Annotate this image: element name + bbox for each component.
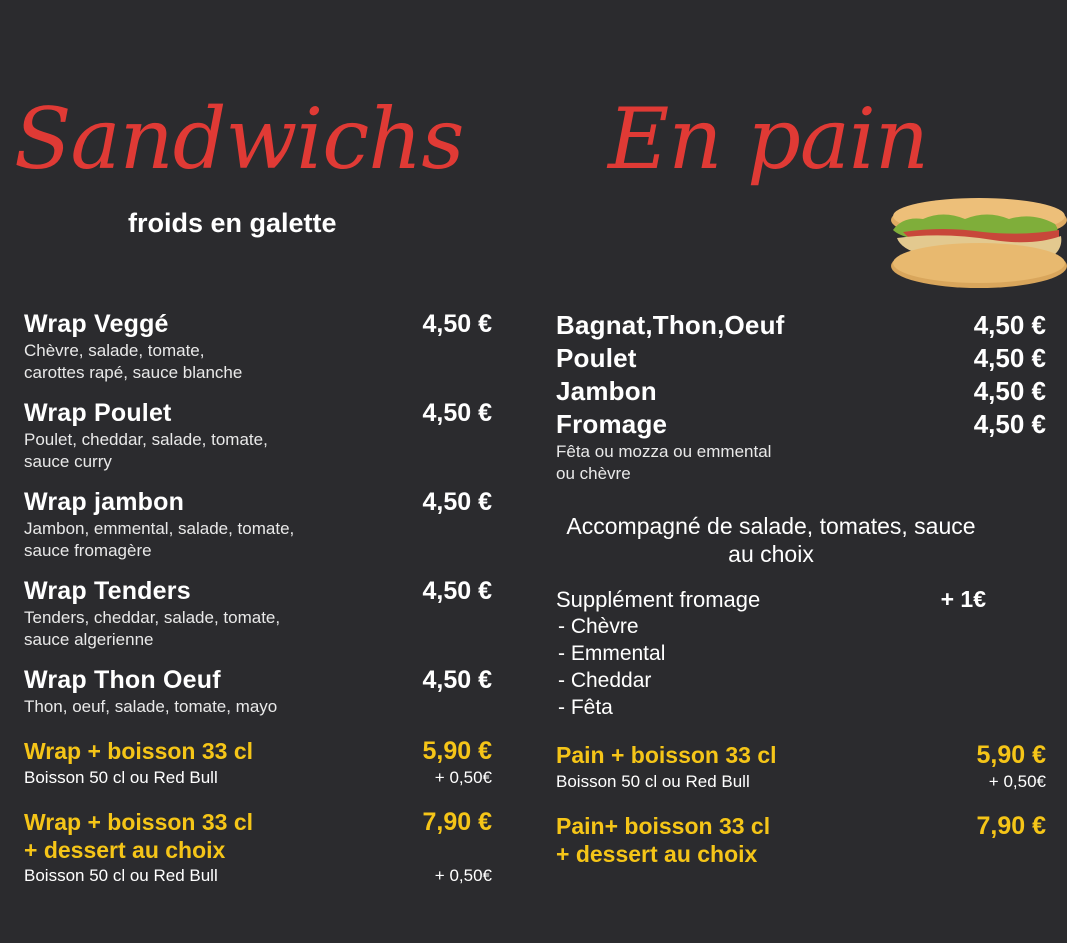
- combo-offer: [24, 737, 492, 788]
- item-price: 4,50 €: [422, 577, 492, 605]
- page-title-sandwichs: Sandwichs: [14, 90, 464, 188]
- item-price: 4,50 €: [973, 343, 1046, 373]
- fromage-description-line1: Fêta ou mozza ou emmental: [556, 442, 772, 461]
- combo-subtext: Boisson 50 cl ou Red Bull: [24, 768, 218, 787]
- sandwich-photo: [883, 186, 1067, 296]
- item-name: Wrap Thon Oeuf: [24, 666, 221, 694]
- combo-extra-price: + 0,50€: [434, 768, 492, 787]
- combo-subtext: Boisson 50 cl ou Red Bull: [24, 866, 218, 885]
- menu-item: [24, 577, 492, 650]
- item-price: 4,50 €: [422, 310, 492, 338]
- combo-offer: [24, 808, 492, 886]
- item-price: 4,50 €: [973, 409, 1046, 439]
- supplement-fromage-row: [556, 586, 986, 613]
- combo-price: 5,90 €: [976, 741, 1046, 769]
- supplement-label: Supplément fromage: [556, 587, 761, 612]
- combo-price: 5,90 €: [422, 737, 492, 765]
- en-pain-item-list: [556, 310, 1046, 868]
- combo-offer: [556, 741, 1046, 792]
- supplement-option: - Chèvre: [558, 615, 639, 638]
- item-description-line2: sauce fromagère: [24, 541, 152, 560]
- item-price: 4,50 €: [973, 376, 1046, 406]
- item-price: 4,50 €: [422, 488, 492, 516]
- combo-label-line1: Pain+ boisson 33 cl: [556, 813, 771, 839]
- item-price: 4,50 €: [973, 310, 1046, 340]
- fromage-description-line2: ou chèvre: [556, 464, 631, 483]
- item-description-line1: Thon, oeuf, salade, tomate, mayo: [24, 697, 278, 716]
- combo-offer: [556, 812, 1046, 868]
- item-name: Wrap jambon: [24, 488, 185, 516]
- menu-item: [556, 376, 1046, 407]
- combo-label-line1: Pain + boisson 33 cl: [556, 742, 777, 768]
- item-description-line1: Poulet, cheddar, salade, tomate,: [24, 430, 268, 449]
- combo-label-line1: Wrap + boisson 33 cl: [24, 809, 254, 835]
- item-price: 4,50 €: [422, 399, 492, 427]
- item-name: Wrap Veggé: [24, 310, 169, 338]
- item-price: 4,50 €: [422, 666, 492, 694]
- sandwichs-column: [0, 0, 520, 943]
- item-name: Jambon: [556, 376, 657, 406]
- item-description-line1: Jambon, emmental, salade, tomate,: [24, 519, 295, 538]
- menu-item: [24, 488, 492, 561]
- page-title-en-pain: En pain: [608, 90, 928, 188]
- combo-extra-price: + 0,50€: [434, 866, 492, 885]
- item-name: Poulet: [556, 343, 637, 373]
- item-description-line1: Chèvre, salade, tomate,: [24, 341, 205, 360]
- menu-item: [556, 343, 1046, 374]
- subtitle-froids-en-galette: froids en galette: [128, 208, 337, 238]
- menu-item: [24, 310, 492, 383]
- combo-label-line2: + dessert au choix: [556, 841, 758, 867]
- supplement-option: - Cheddar: [558, 669, 652, 692]
- menu-item: [556, 310, 1046, 341]
- item-description-line2: sauce algerienne: [24, 630, 154, 649]
- supplement-price: + 1€: [940, 586, 986, 612]
- item-name: Wrap Tenders: [24, 577, 191, 605]
- combo-subtext: Boisson 50 cl ou Red Bull: [556, 772, 750, 791]
- supplement-option: - Emmental: [558, 642, 666, 665]
- item-description-line2: carottes rapé, sauce blanche: [24, 363, 243, 382]
- en-pain-column: [530, 0, 1067, 943]
- item-description-line2: sauce curry: [24, 452, 112, 471]
- combo-price: 7,90 €: [422, 808, 492, 836]
- accompagnement-note: Accompagné de salade, tomates, sauce au choix: [566, 513, 976, 567]
- item-name: Fromage: [556, 409, 668, 439]
- combo-extra-price: + 0,50€: [988, 772, 1046, 791]
- supplement-option: - Fêta: [558, 696, 613, 719]
- menu-item: [556, 409, 1046, 440]
- supplement-options: [556, 613, 1046, 721]
- menu-item: [24, 399, 492, 472]
- menu-item: [24, 666, 492, 717]
- item-name: Bagnat,Thon,Oeuf: [556, 310, 785, 340]
- combo-price: 7,90 €: [976, 812, 1046, 840]
- item-name: Wrap Poulet: [24, 399, 172, 427]
- sandwichs-item-list: [24, 310, 492, 886]
- combo-label-line1: Wrap + boisson 33 cl: [24, 738, 254, 764]
- item-description-line1: Tenders, cheddar, salade, tomate,: [24, 608, 281, 627]
- combo-label-line2: + dessert au choix: [24, 837, 226, 863]
